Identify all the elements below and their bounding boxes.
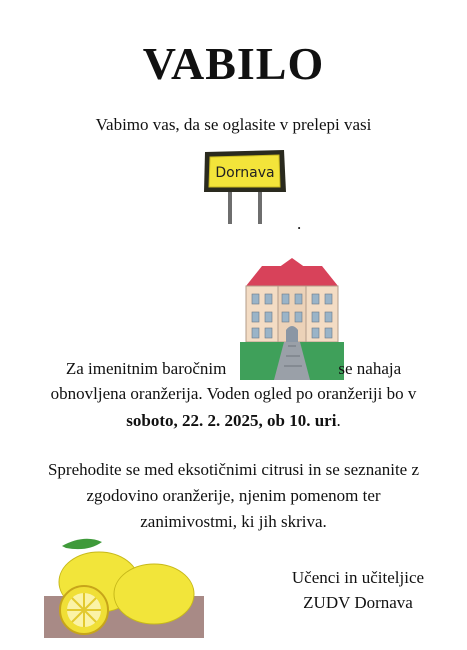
page-title: VABILO (142, 38, 325, 89)
paragraph2-line2: zgodovino oranžerije, njenim pomenom ter (86, 486, 381, 505)
paragraph1-line1 (0, 358, 467, 380)
stray-dot: . (297, 214, 302, 233)
intro-text: Vabimo vas, da se oglasite v prelepi vasi (95, 115, 372, 134)
paragraph2-line3: zanimivostmi, ki jih skriva. (140, 512, 327, 531)
paragraph1-line2: obnovljena oranžerija. Voden ogled po oranžeriji bo v (50, 384, 417, 403)
lemons-drawing-icon (44, 534, 204, 638)
event-date: soboto, 22. 2. 2025, ob 10. uri (126, 411, 337, 430)
paragraph1-line1-before: Za imenitnim baročnim (65, 359, 227, 378)
paragraph1-line1-after: se nahaja (338, 359, 402, 378)
event-date-period: . (336, 411, 341, 430)
paragraph1-line3 (0, 410, 467, 432)
sign-label: Dornava (215, 165, 275, 181)
signature-line1: Učenci in učiteljice (291, 568, 425, 587)
signature-line2: ZUDV Dornava (303, 593, 413, 612)
paragraph2-line1: Sprehodite se med eksotičnimi citrusi in se seznanite z (47, 460, 420, 479)
town-sign-icon (200, 148, 300, 228)
